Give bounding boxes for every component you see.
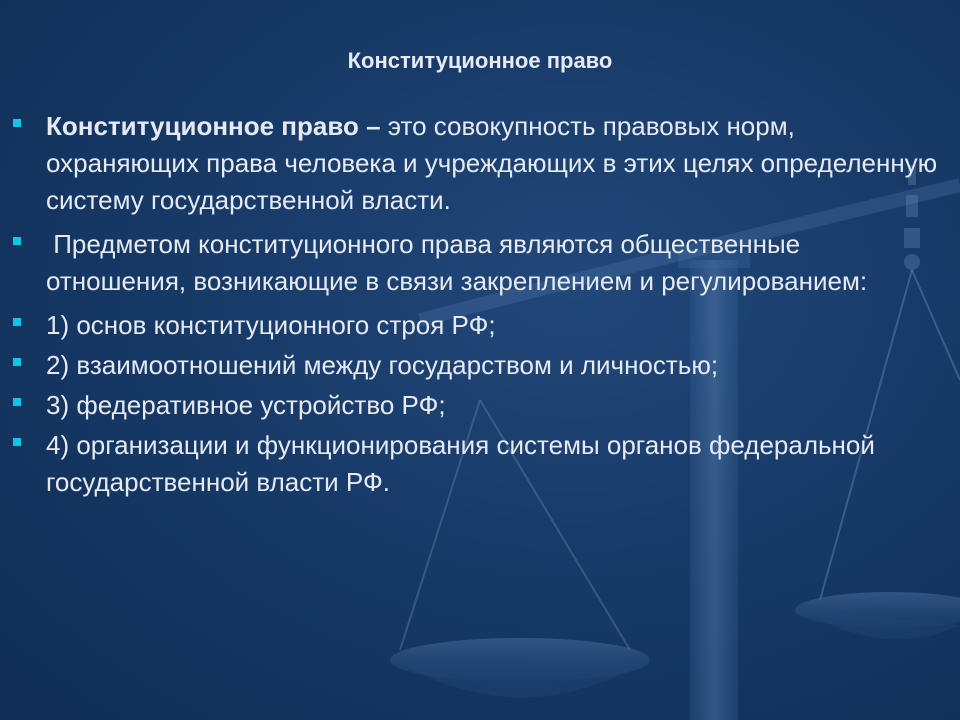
square-bullet-icon	[13, 358, 21, 366]
square-bullet-icon	[13, 398, 21, 406]
square-bullet-icon	[13, 318, 21, 326]
bullet-definition	[0, 108, 960, 219]
definition-text: это совокупность правовых норм, охраняющих права человека и учреждающих в этих целях определенную систему государственной власти.	[46, 111, 938, 215]
bullet-list	[0, 108, 960, 508]
bullet-item-3	[0, 387, 960, 424]
square-bullet-icon	[13, 119, 21, 127]
bullet-subject	[0, 226, 960, 300]
item-2-text: 2) взаимоотношений между государством и личностью;	[46, 350, 719, 380]
bullet-item-1	[0, 307, 960, 344]
bullet-item-2	[0, 347, 960, 384]
bullet-item-4	[0, 427, 960, 501]
subject-text: Предметом конституционного права являются общественные отношения, возникающие в связи закреплением и регулированием:	[46, 229, 868, 296]
square-bullet-icon	[13, 237, 21, 245]
item-1-text: 1) основ конституционного строя РФ;	[46, 310, 496, 340]
slide-title: Конституционное право	[347, 48, 613, 73]
square-bullet-icon	[13, 438, 21, 446]
item-3-text: 3) федеративное устройство РФ;	[46, 390, 446, 420]
definition-term: Конституционное право –	[46, 111, 381, 141]
item-4-text: 4) организации и функционирования системы органов федеральной государственной власти РФ.	[46, 430, 875, 497]
